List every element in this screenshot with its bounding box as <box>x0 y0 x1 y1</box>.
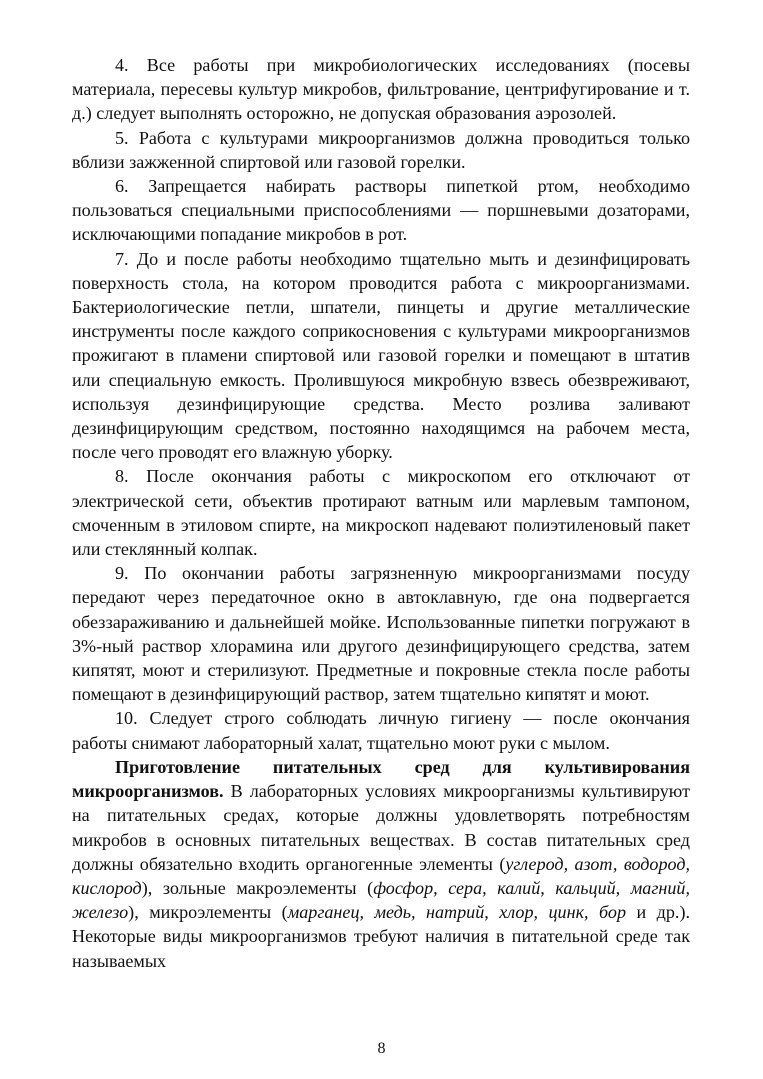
paragraph-item-5: 5. Работа с культурами микроорганизмов должна проводиться только вблизи зажженной спиртовой или газовой горелки. <box>72 127 690 172</box>
nutrient-media-section <box>72 755 690 973</box>
paragraph-item-4: 4. Все работы при микробиологических исследованиях (посевы материала, пересевы культур микробов, фильтрование, центрифугирование и т. д.) следует выполнять осторожно, не допуская образования аэрозолей. <box>72 55 690 124</box>
paragraph-item-7: 7. До и после работы необходимо тщательно мыть и дезинфицировать поверхность стола, на котором проводится работа с микроорганизмами. Бактериологические петли, шпатели, пинцеты и другие металлические инструменты после каждого соприкосновения с культурами микроорганизмов прожигают в пламени спиртовой или газовой горелки и помещают в штатив или специальную емкость. Пролившуюся микробную взвесь обезвреживают, используя дезинфицирующие средства. Место розлива заливают дезинфицирующим средством, постоянно находящимся на рабочем места, после чего проводят его влажную уборку. <box>72 248 690 463</box>
page-body <box>72 53 690 973</box>
organogenic-elements: углерод, азот, водород, кислород <box>72 853 690 898</box>
paragraph-item-10: 10. Следует строго соблюдать личную гигиену — после окончания работы снимают лабораторный халат, тщательно моют руки с мылом. <box>72 708 690 753</box>
microelements-list: марганец, медь, натрий, хлор, цинк, бор <box>287 902 627 923</box>
section-intro-text: В лабораторных условиях микроорганизмы культивируют на питательных средах, которые должны удовлетворять потребностям микробов в основных питательных веществах. В состав питательных сред должны обязательно входить органогенные элементы ( <box>72 781 690 874</box>
paragraph-item-9: 9. По окончании работы загрязненную микроорганизмами посуду передают через передаточное окно в автоклавную, где она подвергается обеззараживанию и дальнейшей мойке. Использованные пипетки погружают в 3%-ный раствор хлорамина или другого дезинфицирующего средства, затем кипятят, моют и стерилизуют. Предметные и покровные стекла после работы помещают в дезинфицирующий раствор, затем тщательно кипятят и моют. <box>72 563 690 705</box>
paragraph-item-6: 6. Запрещается набирать растворы пипеткой ртом, необходимо пользоваться специальными приспособлениями — поршневыми дозаторами, исключающими попадание микробов в рот. <box>72 176 690 245</box>
section-ending-text: и др.). Некоторые виды микроорганизмов требуют наличия в питательной среде так называемых <box>72 902 690 971</box>
paragraph-item-8: 8. После окончания работы с микроскопом его отключают от электрической сети, объектив протирают ватным или марлевым тампоном, смоченным в этиловом спирте, на микроскоп надевают полиэтиленовый пакет или стеклянный колпак. <box>72 466 690 560</box>
microelements-intro: ), микроэлементы ( <box>128 902 288 923</box>
page-number: 8 <box>377 1040 386 1057</box>
ash-macroelements: фосфор, сера, калий, кальций, магний, железо <box>72 877 691 923</box>
ash-elements-intro: ), зольные макроэлементы ( <box>141 877 374 898</box>
section-heading: Приготовление питательных сред для культивирования микроорганизмов. <box>72 756 690 802</box>
